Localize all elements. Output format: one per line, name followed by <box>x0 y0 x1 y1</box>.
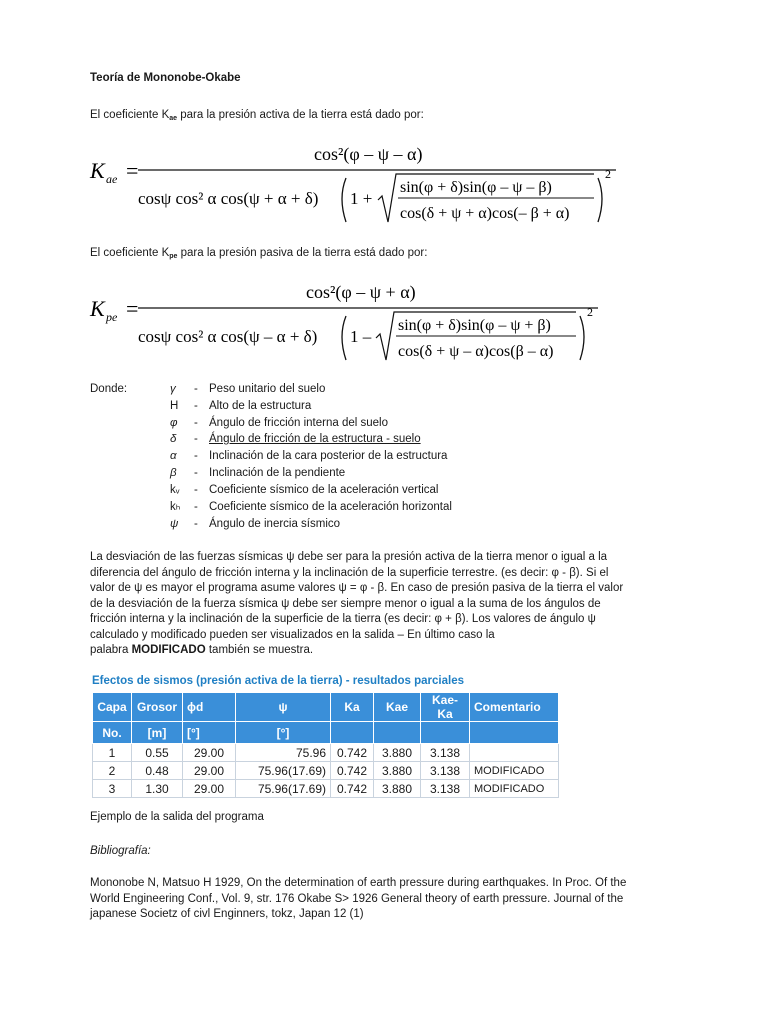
cell-kae-ka: 3.138 <box>421 762 470 780</box>
formula-active-lhs-sub: ae <box>106 172 118 186</box>
formula-passive-numerator: cos²(φ – ψ + α) <box>306 282 416 302</box>
legend-description: Ángulo de fricción de la estructura - suelo <box>209 433 421 445</box>
header-empty <box>374 722 421 744</box>
legend-row <box>90 382 650 399</box>
legend-description: Alto de la estructura <box>209 400 312 412</box>
cell-kae-ka: 3.138 <box>421 744 470 762</box>
cell-capa: 1 <box>93 744 132 762</box>
legend-row <box>90 466 650 483</box>
explanation-paragraph <box>90 550 680 659</box>
bibliography-line: World Engineering Conf., Vol. 9, str. 176 Okabe S> 1926 General theory of earth pressure. Journal of the <box>90 892 624 905</box>
cell-comentario: MODIFICADO <box>470 762 559 780</box>
formula-active-inner-numerator: sin(φ + δ)sin(φ – ψ – β) <box>400 179 552 196</box>
table-row <box>93 780 559 798</box>
cell-psi: 75.96(17.69) <box>236 762 331 780</box>
legend-dash: - <box>194 518 198 530</box>
legend-symbol: kᵥ <box>170 484 180 496</box>
intro-active-before: El coeficiente K <box>90 109 170 121</box>
table-row <box>93 744 559 762</box>
cell-kae: 3.880 <box>374 762 421 780</box>
intro-passive-before: El coeficiente K <box>90 247 170 259</box>
header-empty <box>331 722 374 744</box>
formula-passive-left-paren <box>342 316 346 360</box>
header-comentario: Comentario <box>470 693 559 722</box>
legend-dash: - <box>194 383 198 395</box>
paragraph-line: fricción interna y la inclinación de la superficie de la tierra (es decir: φ + β). Los valores de ángulo ψ <box>90 613 596 625</box>
header-capa: Capa <box>93 693 132 722</box>
paragraph-bold-word: MODIFICADO <box>131 644 206 656</box>
formula-active <box>88 138 628 230</box>
formula-passive-one: 1 – <box>350 327 372 346</box>
legend-symbol: φ <box>170 416 178 429</box>
cell-ka: 0.742 <box>331 762 374 780</box>
legend-description: Coeficiente sísmico de la aceleración horizontal <box>209 501 452 513</box>
paragraph-line: diferencia del ángulo de fricción interna y la inclinación de la superficie terrestre. (es decir: φ - β). Si el <box>90 566 609 579</box>
legend-row <box>90 500 650 517</box>
legend-dash: - <box>194 484 198 496</box>
legend-symbol: ψ <box>170 518 179 530</box>
legend-symbol: α <box>170 450 177 462</box>
cell-kae: 3.880 <box>374 744 421 762</box>
cell-capa: 2 <box>93 762 132 780</box>
intro-passive-subscript: pe <box>169 253 178 260</box>
page-title: Teoría de Mononobe-Okabe <box>90 72 241 84</box>
formula-passive-right-paren <box>580 316 584 360</box>
legend-dash: - <box>194 400 198 412</box>
legend-dash: - <box>194 433 198 445</box>
paragraph-last-after: también se muestra. <box>205 644 314 656</box>
intro-active-subscript: ae <box>169 115 178 122</box>
formula-active-power: 2 <box>605 167 611 181</box>
bibliography-text <box>90 876 690 923</box>
table-title: Efectos de sismos (presión activa de la tierra) - resultados parciales <box>92 675 464 687</box>
table-header-row <box>93 693 559 722</box>
paragraph-line: de la desviación de la fuerza sísmica ψ debe ser siempre menor o igual a la suma de los ángulos de <box>90 597 601 610</box>
cell-ka: 0.742 <box>331 780 374 798</box>
formula-passive-lhs: K <box>90 296 105 321</box>
header-unit-deg-psi: [°] <box>236 722 331 744</box>
header-grosor: Grosor <box>132 693 183 722</box>
formula-active-inner-denominator: cos(δ + ψ + α)cos(– β + α) <box>400 205 570 222</box>
cell-comentario: MODIFICADO <box>470 780 559 798</box>
paragraph-last-before: palabra <box>90 644 132 656</box>
cell-kae-ka: 3.138 <box>421 780 470 798</box>
formula-active-one: 1 + <box>350 189 373 208</box>
legend-dash: - <box>194 467 198 479</box>
cell-psi: 75.96(17.69) <box>236 780 331 798</box>
header-kae: Kae <box>374 693 421 722</box>
legend-row <box>90 399 650 416</box>
formula-passive-inner-numerator: sin(φ + δ)sin(φ – ψ + β) <box>398 317 551 334</box>
header-psi: ψ <box>236 693 331 722</box>
legend-row <box>90 432 650 449</box>
table-row <box>93 762 559 780</box>
formula-active-equals: = <box>126 158 139 183</box>
legend-row <box>90 517 650 534</box>
cell-grosor: 0.48 <box>132 762 183 780</box>
bibliography-line: Mononobe N, Matsuo H 1929, On the determination of earth pressure during earthquakes. In Proc. Of the <box>90 877 627 889</box>
legend-row <box>90 449 650 466</box>
legend-row <box>90 483 650 500</box>
cell-grosor: 1.30 <box>132 780 183 798</box>
formula-passive-equals: = <box>126 296 139 321</box>
legend-symbol: H <box>170 400 179 412</box>
header-empty <box>470 722 559 744</box>
cell-phi: 29.00 <box>183 744 236 762</box>
legend-symbol: δ <box>170 433 177 445</box>
formula-passive-lhs-sub: pe <box>106 310 118 324</box>
bibliography-heading: Bibliografía: <box>90 845 151 857</box>
paragraph-line: La desviación de las fuerzas sísmicas ψ debe ser para la presión activa de la tierra menor o igual a la <box>90 551 608 563</box>
paragraph-line: valor de ψ es mayor el programa asume valores ψ = φ - β. En caso de presión pasiva de la tierra el valor <box>90 582 624 594</box>
cell-grosor: 0.55 <box>132 744 183 762</box>
legend-description: Inclinación de la cara posterior de la estructura <box>209 450 448 462</box>
formula-active-left-paren <box>342 178 346 222</box>
legend-description: Ángulo de fricción interna del suelo <box>209 416 389 429</box>
legend-symbol: γ <box>170 383 176 395</box>
legend-description: Coeficiente sísmico de la aceleración vertical <box>209 484 439 496</box>
legend-dash: - <box>194 501 198 513</box>
bibliography-line: japanese Societz of civl Enginners, tokz, Japan 12 (1) <box>90 908 364 920</box>
paragraph-last-line <box>90 643 680 659</box>
header-unit-deg: [°] <box>183 722 236 744</box>
intro-active-after: para la presión activa de la tierra está dado por: <box>177 109 424 121</box>
cell-psi: 75.96 <box>236 744 331 762</box>
cell-capa: 3 <box>93 780 132 798</box>
cell-kae: 3.880 <box>374 780 421 798</box>
cell-phi: 29.00 <box>183 780 236 798</box>
formula-passive-power: 2 <box>587 305 593 319</box>
legend-symbol: kₕ <box>170 501 181 513</box>
formula-active-numerator: cos²(φ – ψ – α) <box>314 144 423 164</box>
table-caption: Ejemplo de la salida del programa <box>90 811 264 823</box>
header-no: No. <box>93 722 132 744</box>
formula-active-denominator-left: cosψ cos² α cos(ψ + α + δ) <box>138 189 319 208</box>
formula-passive-denominator-left: cosψ cos² α cos(ψ – α + δ) <box>138 327 318 346</box>
header-kae-ka: Kae-Ka <box>421 693 470 722</box>
intro-active-text <box>90 108 424 127</box>
header-ka: Ka <box>331 693 374 722</box>
header-empty <box>421 722 470 744</box>
legend-dash: - <box>194 416 198 429</box>
legend-row <box>90 416 650 433</box>
formula-active-right-paren <box>598 178 602 222</box>
intro-passive-after: para la presión pasiva de la tierra está dado por: <box>177 247 428 259</box>
formula-passive-inner-denominator: cos(δ + ψ – α)cos(β – α) <box>398 343 554 360</box>
paragraph-line: calculado y modificado pueden ser visualizados en la salida – En último caso la <box>90 628 495 641</box>
legend-description: Peso unitario del suelo <box>209 383 326 395</box>
legend-symbol: β <box>170 467 177 479</box>
formula-active-lhs: K <box>90 158 105 183</box>
intro-passive-text <box>90 246 427 265</box>
table-header-row-units <box>93 722 559 744</box>
cell-ka: 0.742 <box>331 744 374 762</box>
legend-dash: - <box>194 450 198 462</box>
legend-description: Inclinación de la pendiente <box>209 467 346 479</box>
cell-comentario <box>470 744 559 762</box>
legend-label: Donde: <box>90 383 128 395</box>
results-table <box>92 692 559 798</box>
legend-description: Ángulo de inercia sísmico <box>209 518 341 530</box>
cell-phi: 29.00 <box>183 762 236 780</box>
header-phi: ϕd <box>183 693 236 722</box>
header-unit-m: [m] <box>132 722 183 744</box>
formula-passive <box>88 276 628 368</box>
